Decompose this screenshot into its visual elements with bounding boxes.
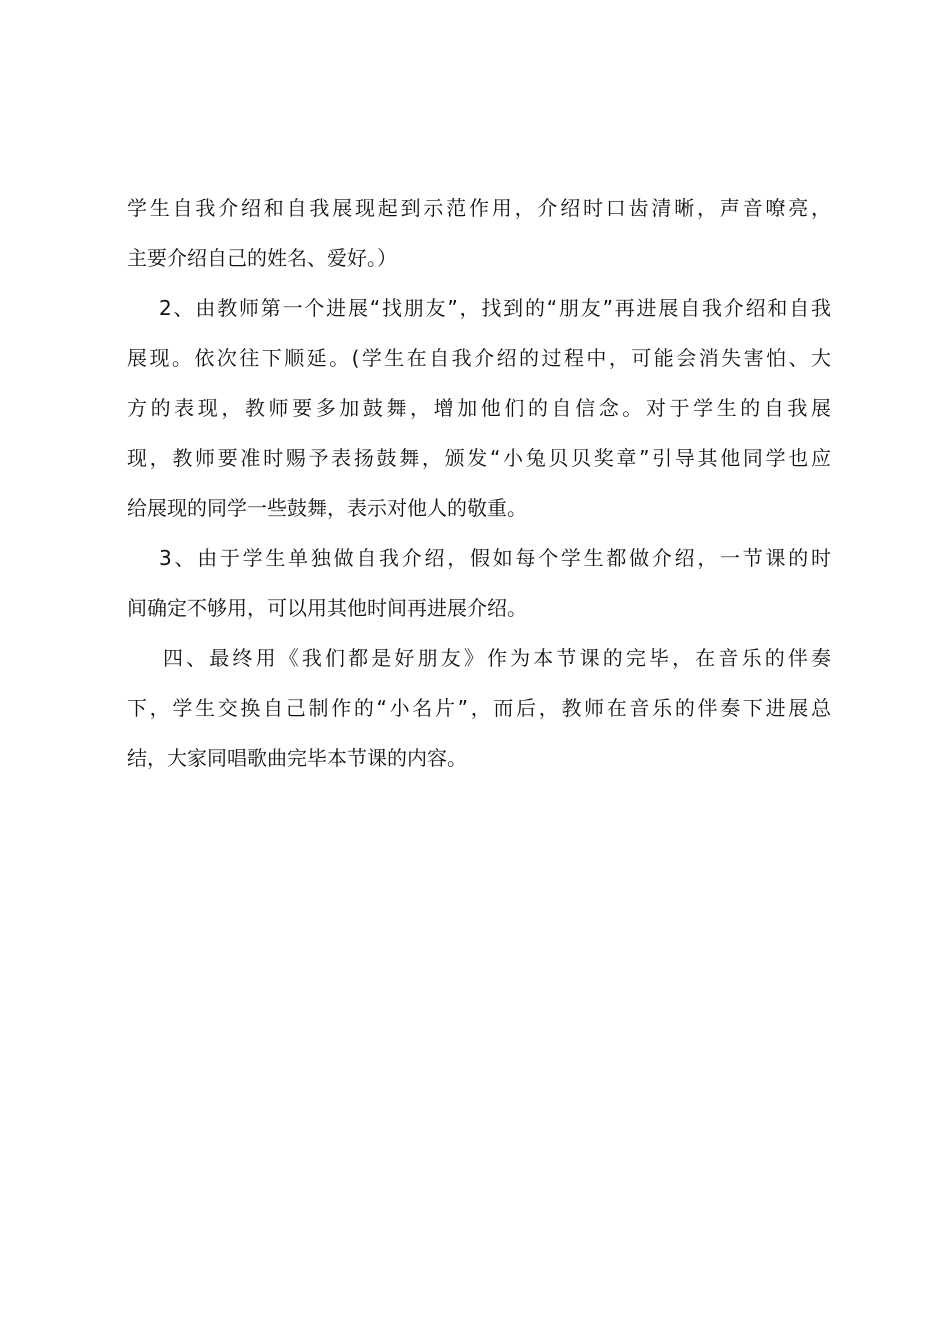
paragraph-line: 现，教师要准时赐予表扬鼓舞，颁发“小兔贝贝奖章”引导其他同学也应	[127, 446, 831, 470]
paragraph-step-2	[127, 283, 831, 533]
paragraph-line: 3、由于学生单独做自我介绍，假如每个学生都做介绍，一节课的时	[159, 546, 831, 570]
paragraph-step-3	[127, 533, 831, 633]
paragraph-line: 主要介绍自己的姓名、爱好。）	[127, 246, 397, 270]
paragraph-line: 展现。依次往下顺延。(学生在自我介绍的过程中，可能会消失害怕、大	[127, 346, 831, 370]
paragraph-line: 给展现的同学一些鼓舞，表示对他人的敬重。	[127, 496, 527, 520]
paragraph-line: 间确定不够用，可以用其他时间再进展介绍。	[127, 596, 527, 620]
paragraph-line: 四、最终用《我们都是好朋友》作为本节课的完毕，在音乐的伴奏	[163, 646, 831, 670]
paragraph-section-4	[127, 633, 831, 783]
paragraph-line: 学生自我介绍和自我展现起到示范作用，介绍时口齿清晰，声音嘹亮，	[127, 196, 831, 220]
paragraph-intro	[127, 183, 831, 283]
paragraph-line: 结，大家同唱歌曲完毕本节课的内容。	[127, 746, 467, 770]
paragraph-line: 2、由教师第一个进展“找朋友”，找到的“朋友”再进展自我介绍和自我	[159, 296, 831, 320]
paragraph-line: 方的表现，教师要多加鼓舞，增加他们的自信念。对于学生的自我展	[127, 396, 831, 420]
paragraph-line: 下，学生交换自己制作的“小名片”，而后，教师在音乐的伴奏下进展总	[127, 696, 831, 720]
document-body	[127, 183, 831, 783]
